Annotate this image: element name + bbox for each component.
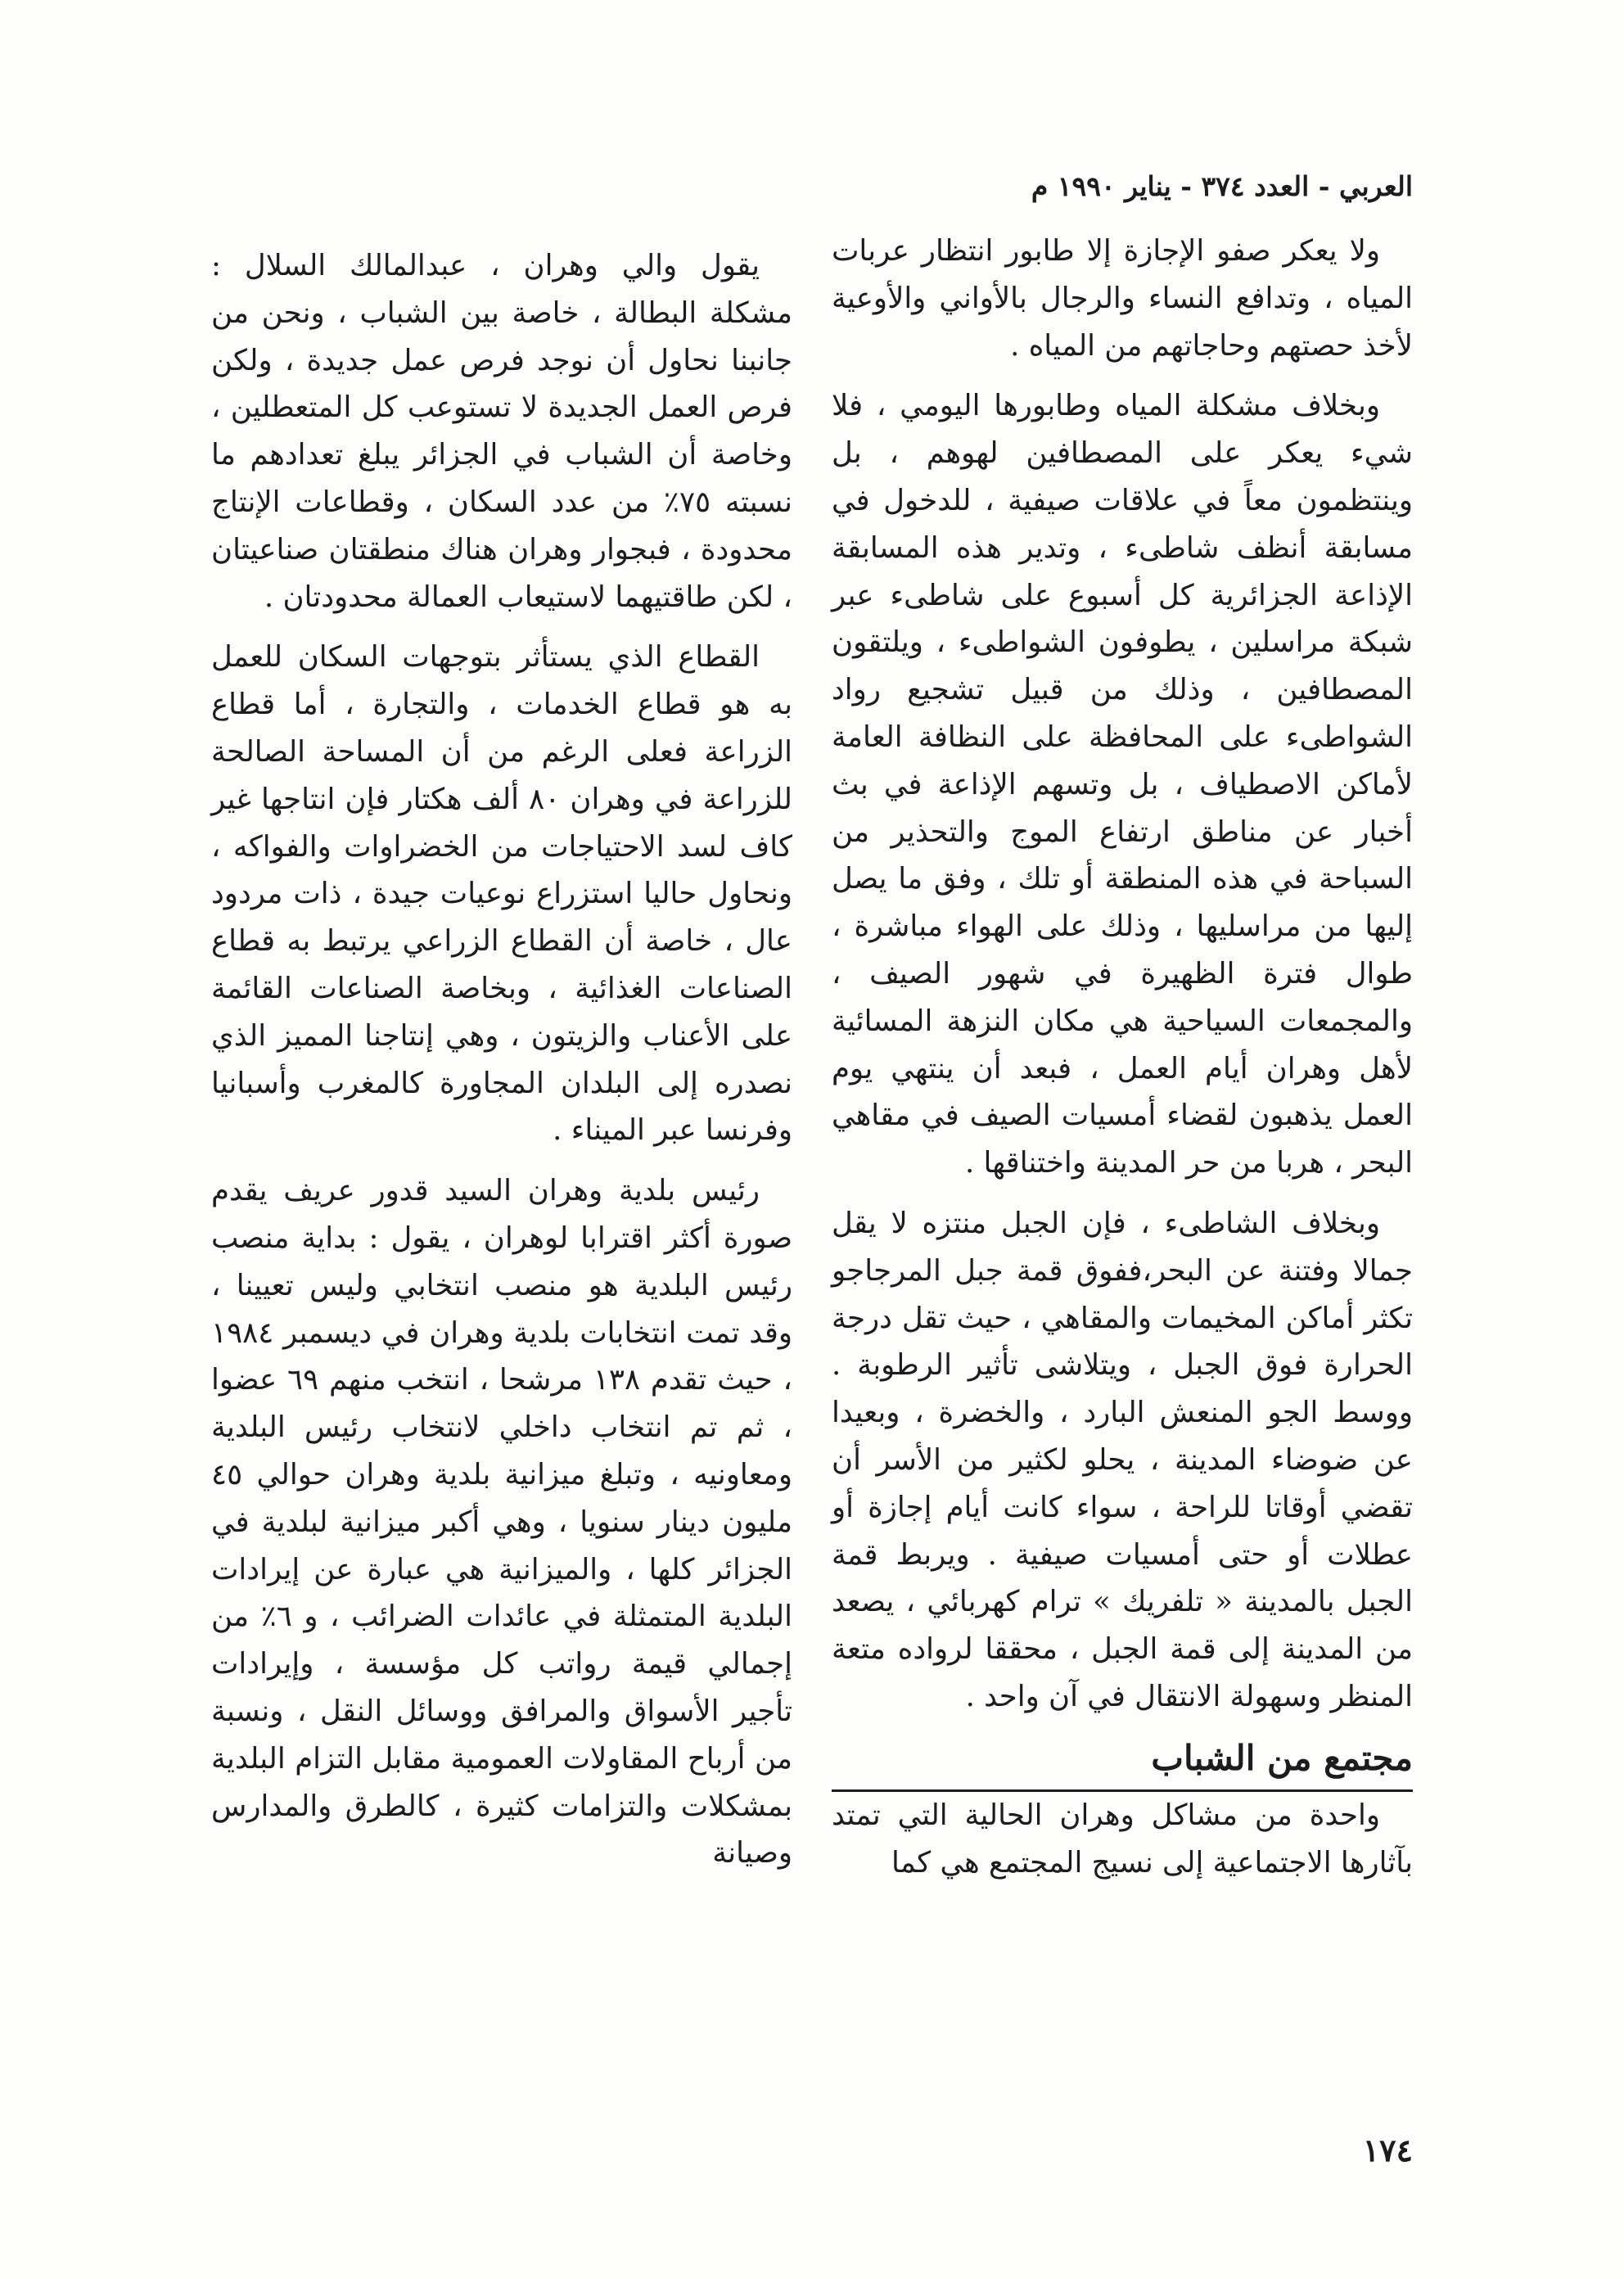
paragraph: يقول والي وهران ، عبدالمالك السلال : مشكلة البطالة ، خاصة بين الشباب ، ونحن من جانبنا نحاول أن نوجد فرص عمل جديدة ، ولكن فرص العمل الجديدة لا تستوعب كل المتعطلين ، وخاصة أن الشباب في الجزائر يبلغ تعدادهم ما نسبته ٧٥٪ من عدد السكان ، وقطاعات الإنتاج محدودة ، فبجوار وهران هناك منطقتان صناعيتان ، لكن طاقتيهما لاستيعاب العمالة محدودتان .	[211, 249, 793, 614]
section-heading: مجتمع من الشباب	[832, 1734, 1413, 1792]
paragraph: رئيس بلدية وهران السيد قدور عريف يقدم صورة أكثر اقترابا لوهران ، يقول : بداية منصب رئيس البلدية هو منصب انتخابي وليس تعيينا ، وقد تمت انتخابات بلدية وهران في ديسمبر ١٩٨٤ ، حيث تقدم ١٣٨ مرشحا ، انتخب منهم ٦٩ عضوا ، ثم تم انتخاب داخلي لانتخاب رئيس البلدية ومعاونيه ، وتبلغ ميزانية بلدية وهران حوالي ٤٥ مليون دينار سنويا ، وهي أكبر ميزانية لبلدية في الجزائر كلها ، والميزانية هي عبارة عن إيرادات البلدية المتمثلة في عائدات الضرائب ، و ٦٪ من إجمالي قيمة رواتب كل مؤسسة ، وإيرادات تأجير الأسواق والمرافق ووسائل النقل ، ونسبة من أرباح المقاولات العمومية مقابل التزام البلدية بمشكلات والتزامات كثيرة ، كالطرق والمدارس وصيانة	[211, 1174, 792, 1871]
paragraph: القطاع الذي يستأثر بتوجهات السكان للعمل به هو قطاع الخدمات ، والتجارة ، أما قطاع الزراعة فعلى الرغم من أن المساحة الصالحة للزراعة في وهران ٨٠ ألف هكتار فإن انتاجها غير كاف لسد الاحتياجات من الخضراوات والفواكه ، ونحاول حاليا استزراع نوعيات جيدة ، ذات مردود عال ، خاصة أن القطاع الزراعي يرتبط به قطاع الصناعات الغذائية ، وبخاصة الصناعات القائمة على الأعناب والزيتون ، وهي إنتاجنا المميز الذي نصدره إلى البلدان المجاورة كالمغرب وأسبانيا وفرنسا عبر الميناء .	[211, 640, 792, 1148]
paragraph: وبخلاف مشكلة المياه وطابورها اليومي ، فلا شيء يعكر على المصطافين لهوهم ، بل وينتظمون معاً في علاقات صيفية ، للدخول في مسابقة أنظف شاطىء ، وتدير هذه المسابقة الإذاعة الجزائرية كل أسبوع على شاطىء عبر شبكة مراسلين ، يطوفون الشواطىء ، ويلتقون المصطافين ، وذلك من قبيل تشجيع رواد الشواطىء على المحافظة على النظافة العامة لأماكن الاصطياف ، بل وتسهم الإذاعة في بث أخبار عن مناطق ارتفاع الموج والتحذير من السباحة في هذه المنطقة أو تلك ، وفق ما يصل إليها من مراسليها ، وذلك على الهواء مباشرة ، طوال فترة الظهيرة في شهور الصيف ، والمجمعات السياحية هي مكان النزهة المسائية لأهل وهران أيام العمل ، فبعد أن ينتهي يوم العمل يذهبون لقضاء أمسيات الصيف في مقاهي البحر ، هربا من حر المدينة واختناقها .	[832, 389, 1413, 1180]
page-number: ١٧٤	[1362, 2132, 1413, 2168]
paragraph: واحدة من مشاكل وهران الحالية التي تمتد بآثارها الاجتماعية إلى نسيج المجتمع هي كما	[832, 1798, 1413, 1880]
paragraph: ولا يعكر صفو الإجازة إلا طابور انتظار عربات المياه ، وتدافع النساء والرجال بالأواني والأوعية لأخذ حصتهم وحاجاتهم من المياه .	[832, 234, 1413, 363]
left-column	[211, 242, 792, 1890]
running-head: العربي - العدد ٣٧٤ - يناير ١٩٩٠ م	[1031, 170, 1413, 202]
right-column	[832, 228, 1413, 1899]
paragraph: وبخلاف الشاطىء ، فإن الجبل منتزه لا يقل جمالا وفتنة عن البحر،ففوق قمة جبل المرجاجو تكثر أماكن المخيمات والمقاهي ، حيث تقل درجة الحرارة فوق الجبل ، ويتلاشى تأثير الرطوبة . ووسط الجو المنعش البارد ، والخضرة ، وبعيدا عن ضوضاء المدينة ، يحلو لكثير من الأسر أن تقضي أوقاتا للراحة ، سواء كانت أيام إجازة أو عطلات أو حتى أمسيات صيفية . ويربط قمة الجبل بالمدينة « تلفريك » ترام كهربائي ، يصعد من المدينة إلى قمة الجبل ، محققا لرواده متعة المنظر وسهولة الانتقال في آن واحد .	[832, 1206, 1413, 1713]
